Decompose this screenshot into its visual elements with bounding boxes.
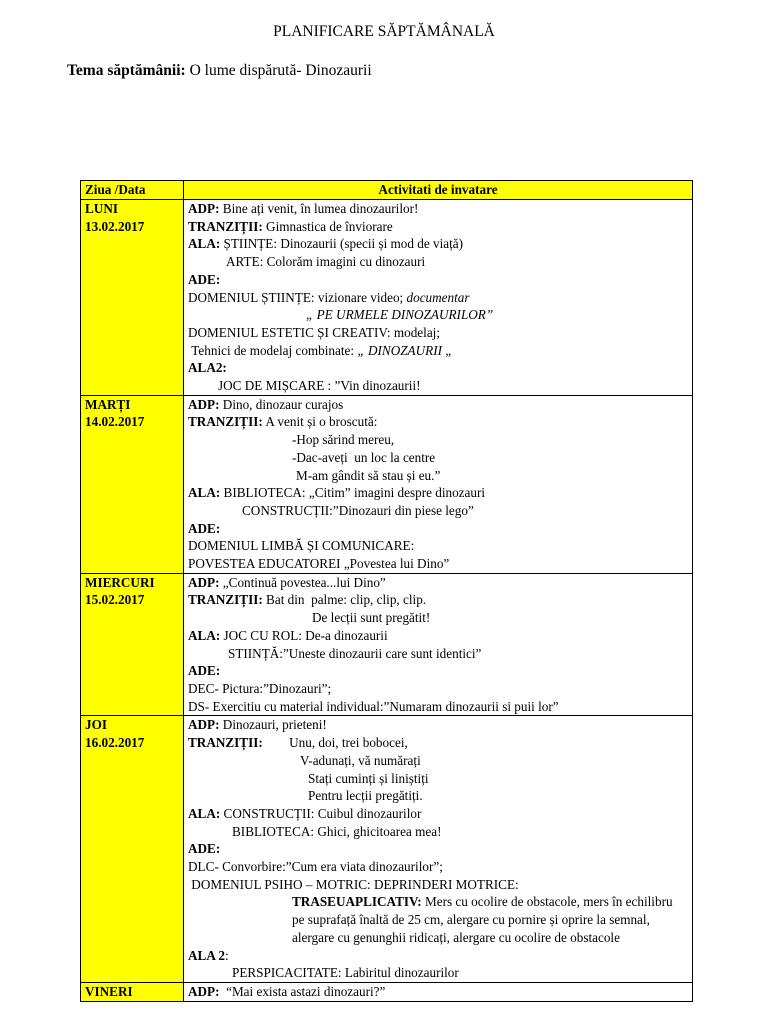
theme-label: Tema săptămânii: [67, 62, 186, 79]
activity-text: POVESTEA EDUCATOREI „Povestea lui Dino” [188, 556, 450, 572]
day-cell [81, 200, 184, 396]
activity-label: TRANZIȚII: [188, 735, 263, 751]
activity-label: TRANZIȚII: [188, 218, 263, 234]
activity-text: DOMENIUL ESTETIC ȘI CREATIV: modelaj; [188, 324, 440, 340]
activity-text: M-am gândit să stau și eu.” [296, 467, 441, 483]
day-date: 14.02.2017 [85, 414, 145, 430]
table-row [81, 982, 693, 1001]
day-name: JOI [85, 717, 107, 733]
activities-cell [184, 573, 693, 716]
activity-line [188, 218, 688, 236]
day-cell [81, 982, 184, 1001]
activity-label: ADE: [188, 520, 221, 536]
activity-label: ALA: [188, 236, 221, 252]
activity-text: DOMENIUL LIMBĂ ȘI COMUNICARE: [188, 538, 415, 554]
activity-line [188, 555, 688, 573]
activity-text: CONSTRUCȚII:”Dinozauri din piese lego” [242, 502, 474, 518]
week-theme [67, 62, 372, 80]
activity-line [188, 840, 688, 858]
activity-text: Dino, dinozaur curajos [219, 396, 344, 412]
activity-line [188, 645, 688, 663]
activity-text: „Continuă povestea...lui Dino” [219, 574, 386, 590]
activity-text: DLC- Convorbire:”Cum era viata dinozaurilor”; [188, 859, 443, 875]
activity-label: ADP: [188, 983, 220, 999]
activity-label: ADP: [188, 201, 220, 216]
activities-cell [184, 982, 693, 1001]
activity-label: ADE: [188, 271, 221, 287]
table-row [81, 200, 693, 396]
activity-label: ADP: [188, 574, 220, 590]
header-day: Ziua /Data [81, 181, 184, 200]
activity-line [188, 537, 688, 555]
activity-line [188, 377, 688, 395]
activity-line [188, 893, 688, 946]
activity-text: ȘTIINȚE: Dinozaurii (specii și mod de viață) [220, 236, 464, 252]
activity-label: ALA2: [188, 360, 227, 376]
activity-line [188, 253, 688, 271]
activity-text: Bine ați venit, în lumea dinozaurilor! [219, 201, 419, 216]
activity-label: ADP: [188, 396, 220, 412]
activity-line [188, 359, 688, 377]
activity-line [188, 947, 688, 965]
activity-line [188, 787, 688, 805]
activity-italic-text: „ PE URMELE DINOZAURILOR” [306, 307, 494, 323]
day-name: LUNI [85, 201, 118, 216]
table-row [81, 395, 693, 573]
activity-text: BIBLIOTECA: Ghici, ghicitoarea mea! [232, 823, 442, 839]
activity-text: : [225, 947, 229, 963]
table-body [81, 200, 693, 1002]
activity-text: JOC CU ROL: De-a dinozaurii [220, 627, 388, 643]
activity-text: Stați cuminți și liniștiți [308, 770, 429, 786]
activity-line [188, 591, 688, 609]
table-row [81, 716, 693, 983]
activity-text: DEC- Pictura:”Dinozauri”; [188, 680, 332, 696]
activity-text: Tehnici de modelaj combinate: [188, 342, 358, 358]
activity-line [188, 396, 688, 414]
activity-line [188, 734, 688, 752]
activity-line [188, 502, 688, 520]
activity-line [188, 627, 688, 645]
day-name: MARȚI [85, 396, 131, 412]
activities-cell [184, 200, 693, 396]
activity-label: ALA: [188, 627, 221, 643]
activity-text: BIBLIOTECA: „Citim” imagini despre dinozauri [220, 485, 486, 501]
activity-text: “Mai exista astazi dinozauri?” [219, 983, 386, 999]
day-name: MIERCURI [85, 574, 155, 590]
day-date: 13.02.2017 [85, 218, 145, 234]
activity-label: ADE: [188, 663, 221, 679]
activity-label: ALA: [188, 805, 221, 821]
activity-line [188, 698, 688, 716]
activity-line [188, 680, 688, 698]
activity-text: DS- Exercitiu cu material individual:”Numaram dinozaurii si puii lor” [188, 698, 559, 714]
activity-line [188, 574, 688, 592]
activity-text: Unu, doi, trei bobocei, [262, 735, 408, 751]
activity-line [188, 662, 688, 680]
activity-label: ADE: [188, 841, 221, 857]
activity-label: TRANZIȚII: [188, 592, 263, 608]
activity-label: TRASEUAPLICATIV: [292, 894, 422, 910]
activities-cell [184, 716, 693, 983]
activity-text: V-adunați, vă numărați [300, 752, 421, 768]
activity-line [188, 271, 688, 289]
activity-text: Gimnastica de înviorare [262, 218, 393, 234]
activity-text: DOMENIUL ȘTIINȚE: vizionare video; [188, 289, 407, 305]
activity-text: De lecții sunt pregătit! [312, 610, 431, 626]
activity-line [188, 770, 688, 788]
activity-text: Mers cu ocolire de obstacole, mers în echilibru pe suprafață înaltă de 25 cm, alergare cu pornire și oprire la semnal, alergare cu genunghii ridicați, alergare cu ocolire de obstacole [292, 894, 676, 945]
day-name: VINERI [85, 983, 133, 999]
activity-line [188, 449, 688, 467]
activity-line [188, 431, 688, 449]
activity-line [188, 484, 688, 502]
activity-line [188, 413, 688, 431]
page-title: PLANIFICARE SĂPTĂMÂNALĂ [273, 23, 495, 40]
activity-line [188, 467, 688, 485]
activity-line [188, 876, 688, 894]
day-date: 15.02.2017 [85, 592, 145, 608]
activity-text: ARTE: Colorăm imagini cu dinozauri [226, 254, 426, 270]
activity-line [188, 324, 688, 342]
activity-line [188, 823, 688, 841]
activity-text: A venit și o broscută: [262, 414, 378, 430]
weekly-plan-table [80, 180, 693, 1002]
activity-label: TRANZIȚII: [188, 414, 263, 430]
theme-value: O lume dispărută- Dinozaurii [189, 62, 372, 79]
activity-line [188, 235, 688, 253]
activity-text: CONSTRUCȚII: Cuibul dinozaurilor [220, 805, 422, 821]
activity-line [188, 289, 688, 307]
activity-text: Dinozauri, prieteni! [219, 717, 327, 733]
activity-text: -Dac-aveți un loc la centre [292, 449, 436, 465]
activity-line [188, 609, 688, 627]
activity-label: ALA: [188, 485, 221, 501]
day-cell [81, 395, 184, 573]
header-activities: Activitati de invatare [184, 181, 693, 200]
activity-text: Pentru lecții pregătiți. [308, 788, 423, 804]
activity-text: DOMENIUL PSIHO – MOTRIC: DEPRINDERI MOTRICE: [188, 876, 519, 892]
activity-line [188, 858, 688, 876]
activity-line [188, 964, 688, 982]
table-row [81, 573, 693, 716]
activity-text: JOC DE MIȘCARE : ”Vin dinozaurii! [218, 378, 421, 394]
activity-italic-text: „ DINOZAURII „ [357, 342, 453, 358]
activity-label: ALA 2 [188, 947, 226, 963]
activities-cell [184, 395, 693, 573]
activity-line [188, 805, 688, 823]
activity-text: PERSPICACITATE: Labiritul dinozaurilor [232, 965, 459, 981]
activity-line [188, 200, 688, 218]
activity-text: Bat din palme: clip, clip, clip. [262, 592, 427, 608]
day-date: 16.02.2017 [85, 734, 145, 750]
activity-italic-text: documentar [406, 289, 470, 305]
day-cell [81, 716, 184, 983]
activity-line [188, 520, 688, 538]
activity-line [188, 752, 688, 770]
activity-line [188, 983, 688, 1001]
activity-text: -Hop sărind mereu, [292, 432, 395, 448]
activity-line [188, 716, 688, 734]
activity-label: ADP: [188, 717, 220, 733]
table-header-row [81, 181, 693, 200]
activity-line [188, 342, 688, 360]
day-cell [81, 573, 184, 716]
activity-line [188, 306, 688, 324]
activity-text: STIINȚĂ:”Uneste dinozaurii care sunt identici” [228, 645, 482, 661]
